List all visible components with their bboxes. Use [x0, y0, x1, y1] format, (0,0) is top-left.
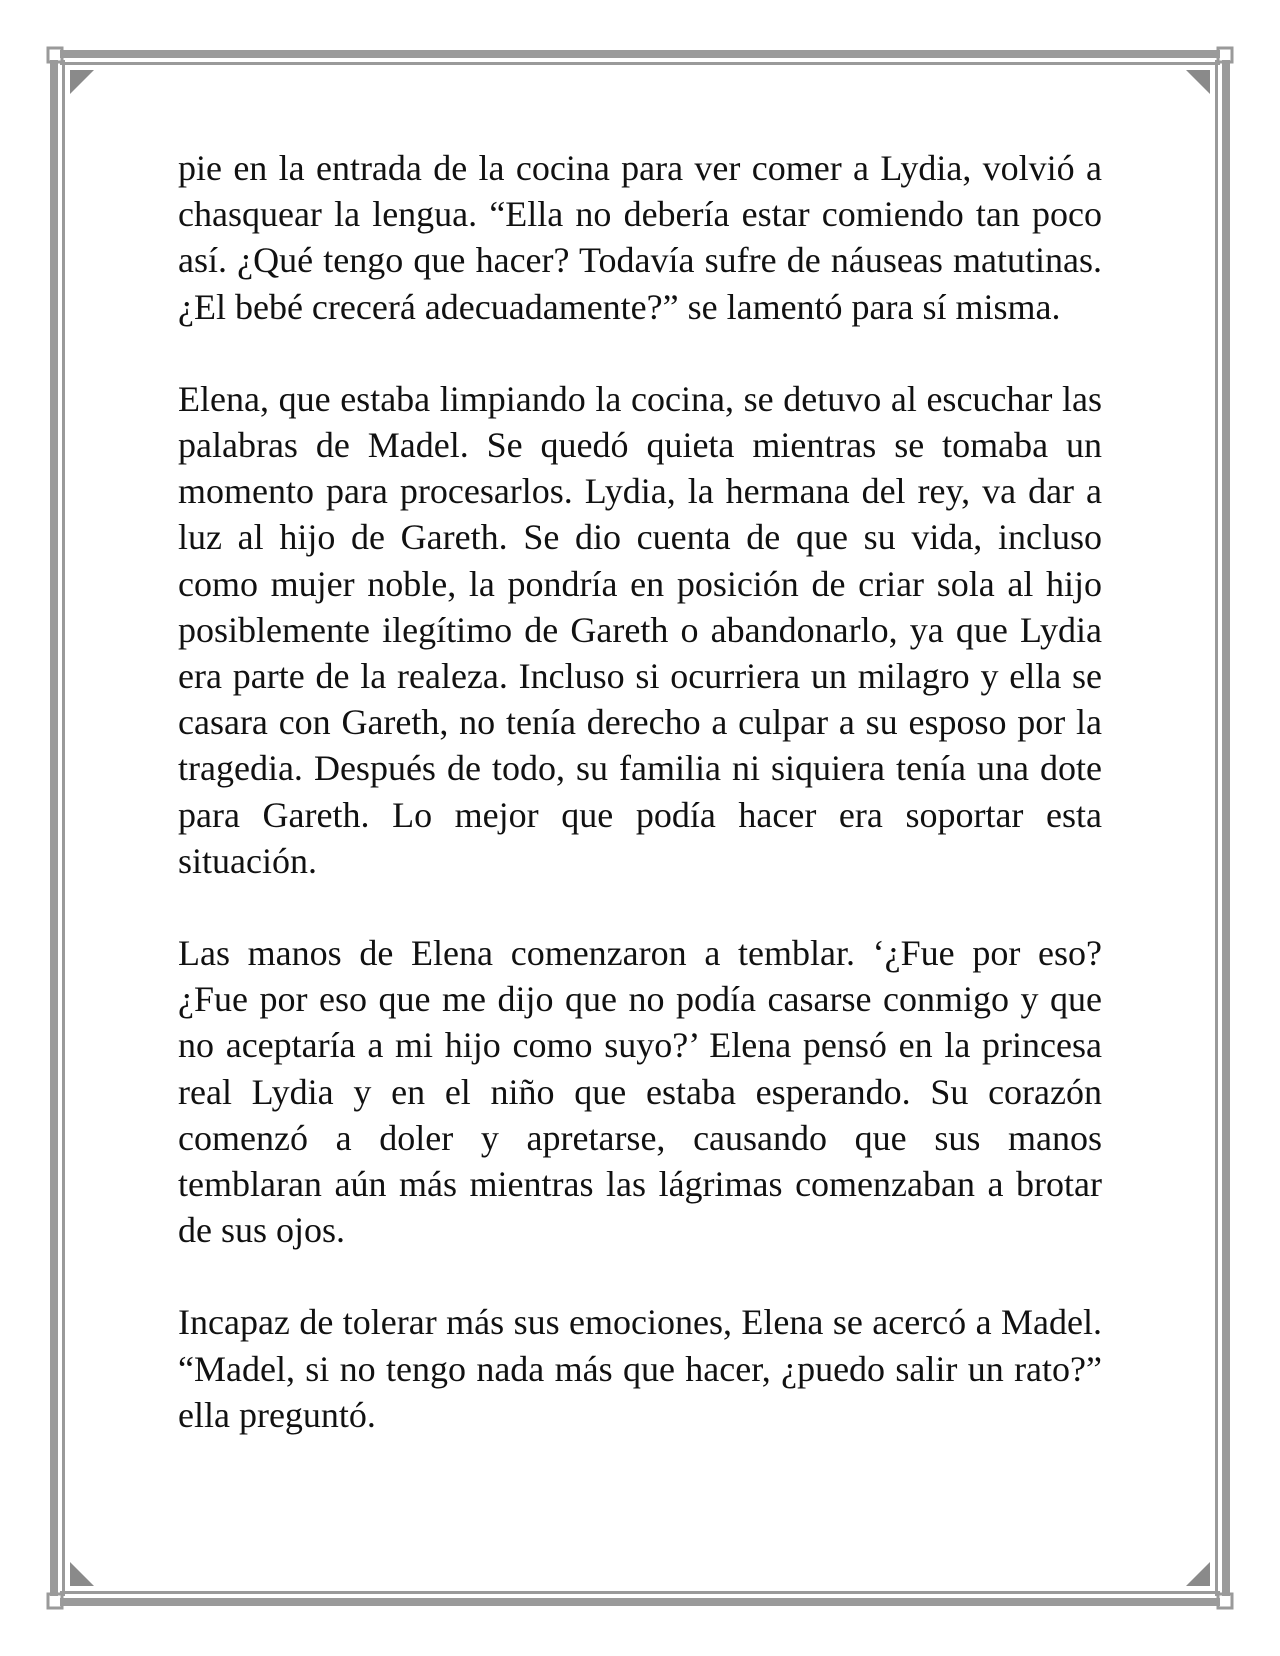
paragraph-1: pie en la entrada de la cocina para ver comer a Lydia, volvió a chasquear la lengua. “Ella no debería estar comiendo tan poco así. ¿Qué tengo que hacer? Todavía sufre de náuseas matutinas. ¿El bebé crecerá adecuadamente?” se lamentó para sí misma.	[178, 148, 1102, 327]
page-body-text	[178, 145, 1102, 1484]
paragraph-2: Elena, que estaba limpiando la cocina, se detuvo al escuchar las palabras de Madel. Se quedó quieta mientras se tomaba un momento para procesarlos. Lydia, la hermana del rey, va dar a luz al hijo de Gareth. Se dio cuenta de que su vida, incluso como mujer noble, la pondría en posición de criar sola al hijo posiblemente ilegítimo de Gareth o abandonarlo, ya que Lydia era parte de la realeza. Incluso si ocurriera un milagro y ella se casara con Gareth, no tenía derecho a culpar a su esposo por la tragedia. Después de todo, su familia ni siquiera tenía una dote para Gareth. Lo mejor que podía hacer era soportar esta situación.	[178, 378, 1102, 881]
paragraph-4: Incapaz de tolerar más sus emociones, Elena se acercó a Madel. “Madel, si no tengo nada más que hacer, ¿puedo salir un rato?” ella preguntó.	[178, 1302, 1102, 1435]
paragraph-3: Las manos de Elena comenzaron a temblar. ‘¿Fue por eso? ¿Fue por eso que me dijo que no podía casarse conmigo y que no aceptaría a mi hijo como suyo?’ Elena pensó en la princesa real Lydia y en el niño que estaba esperando. Su corazón comenzó a doler y apretarse, causando que sus manos temblaran aún más mientras las lágrimas comenzaban a brotar de sus ojos.	[178, 933, 1102, 1251]
